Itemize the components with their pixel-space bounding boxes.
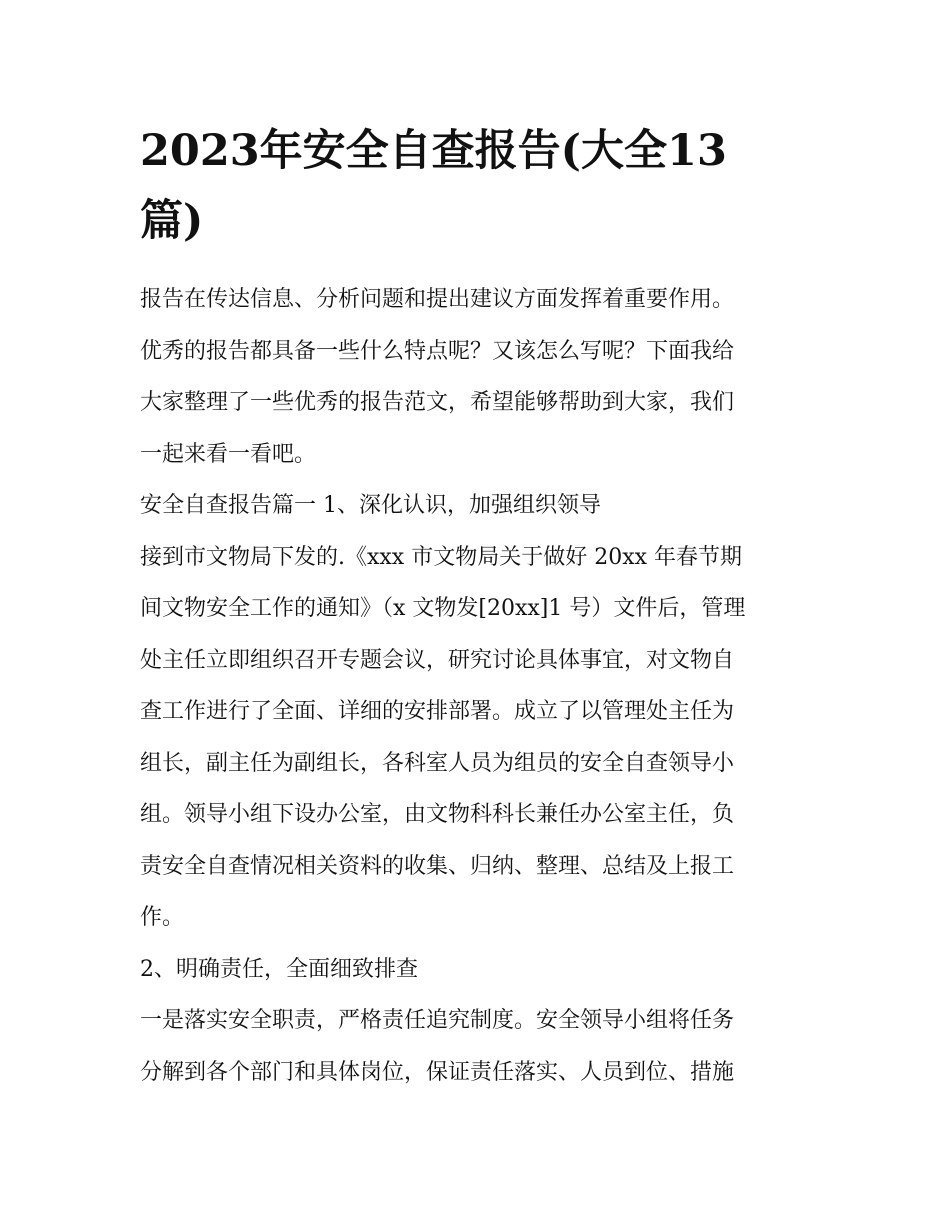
- document-title: [140, 116, 810, 256]
- body-line: 间文物安全工作的通知》（x 文物发[20xx]1 号）文件后，管理: [140, 596, 746, 621]
- body-line: 大家整理了一些优秀的报告范文，希望能够帮助到大家，我们: [140, 390, 735, 415]
- body-line: 接到市文物局下发的.《xxx 市文物局关于做好 20xx 年春节期: [140, 544, 743, 570]
- document-body: [140, 274, 820, 1098]
- body-line: 作。: [140, 905, 185, 930]
- body-line: 一是落实安全职责，严格责任追究制度。安全领导小组将任务: [140, 1008, 735, 1033]
- title-line-1: 2023年安全自查报告(大全13: [140, 126, 727, 176]
- body-line: 处主任立即组织召开专题会议，研究讨论具体事宜，对文物自: [140, 647, 735, 673]
- section-heading-line: 2、明确责任，全面细致排查: [140, 956, 418, 982]
- body-line: 一起来看一看吧。: [140, 441, 317, 467]
- body-line: 优秀的报告都具备一些什么特点呢？又该怎么写呢？下面我给: [140, 338, 735, 364]
- section-heading-line: 安全自查报告篇一 1、深化认识，加强组织领导: [140, 493, 601, 518]
- body-line: 报告在传达信息、分析问题和提出建议方面发挥着重要作用。: [140, 287, 735, 312]
- document-page: [140, 0, 820, 1229]
- body-line: 组长，副主任为副组长，各科室人员为组员的安全自查领导小: [140, 750, 735, 776]
- body-line: 责安全自查情况相关资料的收集、归纳、整理、总结及上报工: [140, 853, 735, 879]
- body-line: 分解到各个部门和具体岗位，保证责任落实、人员到位、措施: [140, 1059, 735, 1085]
- title-line-2: 篇): [140, 196, 204, 246]
- body-line: 组。领导小组下设办公室，由文物科科长兼任办公室主任，负: [140, 802, 735, 827]
- body-line: 查工作进行了全面、详细的安排部署。成立了以管理处主任为: [140, 699, 735, 724]
